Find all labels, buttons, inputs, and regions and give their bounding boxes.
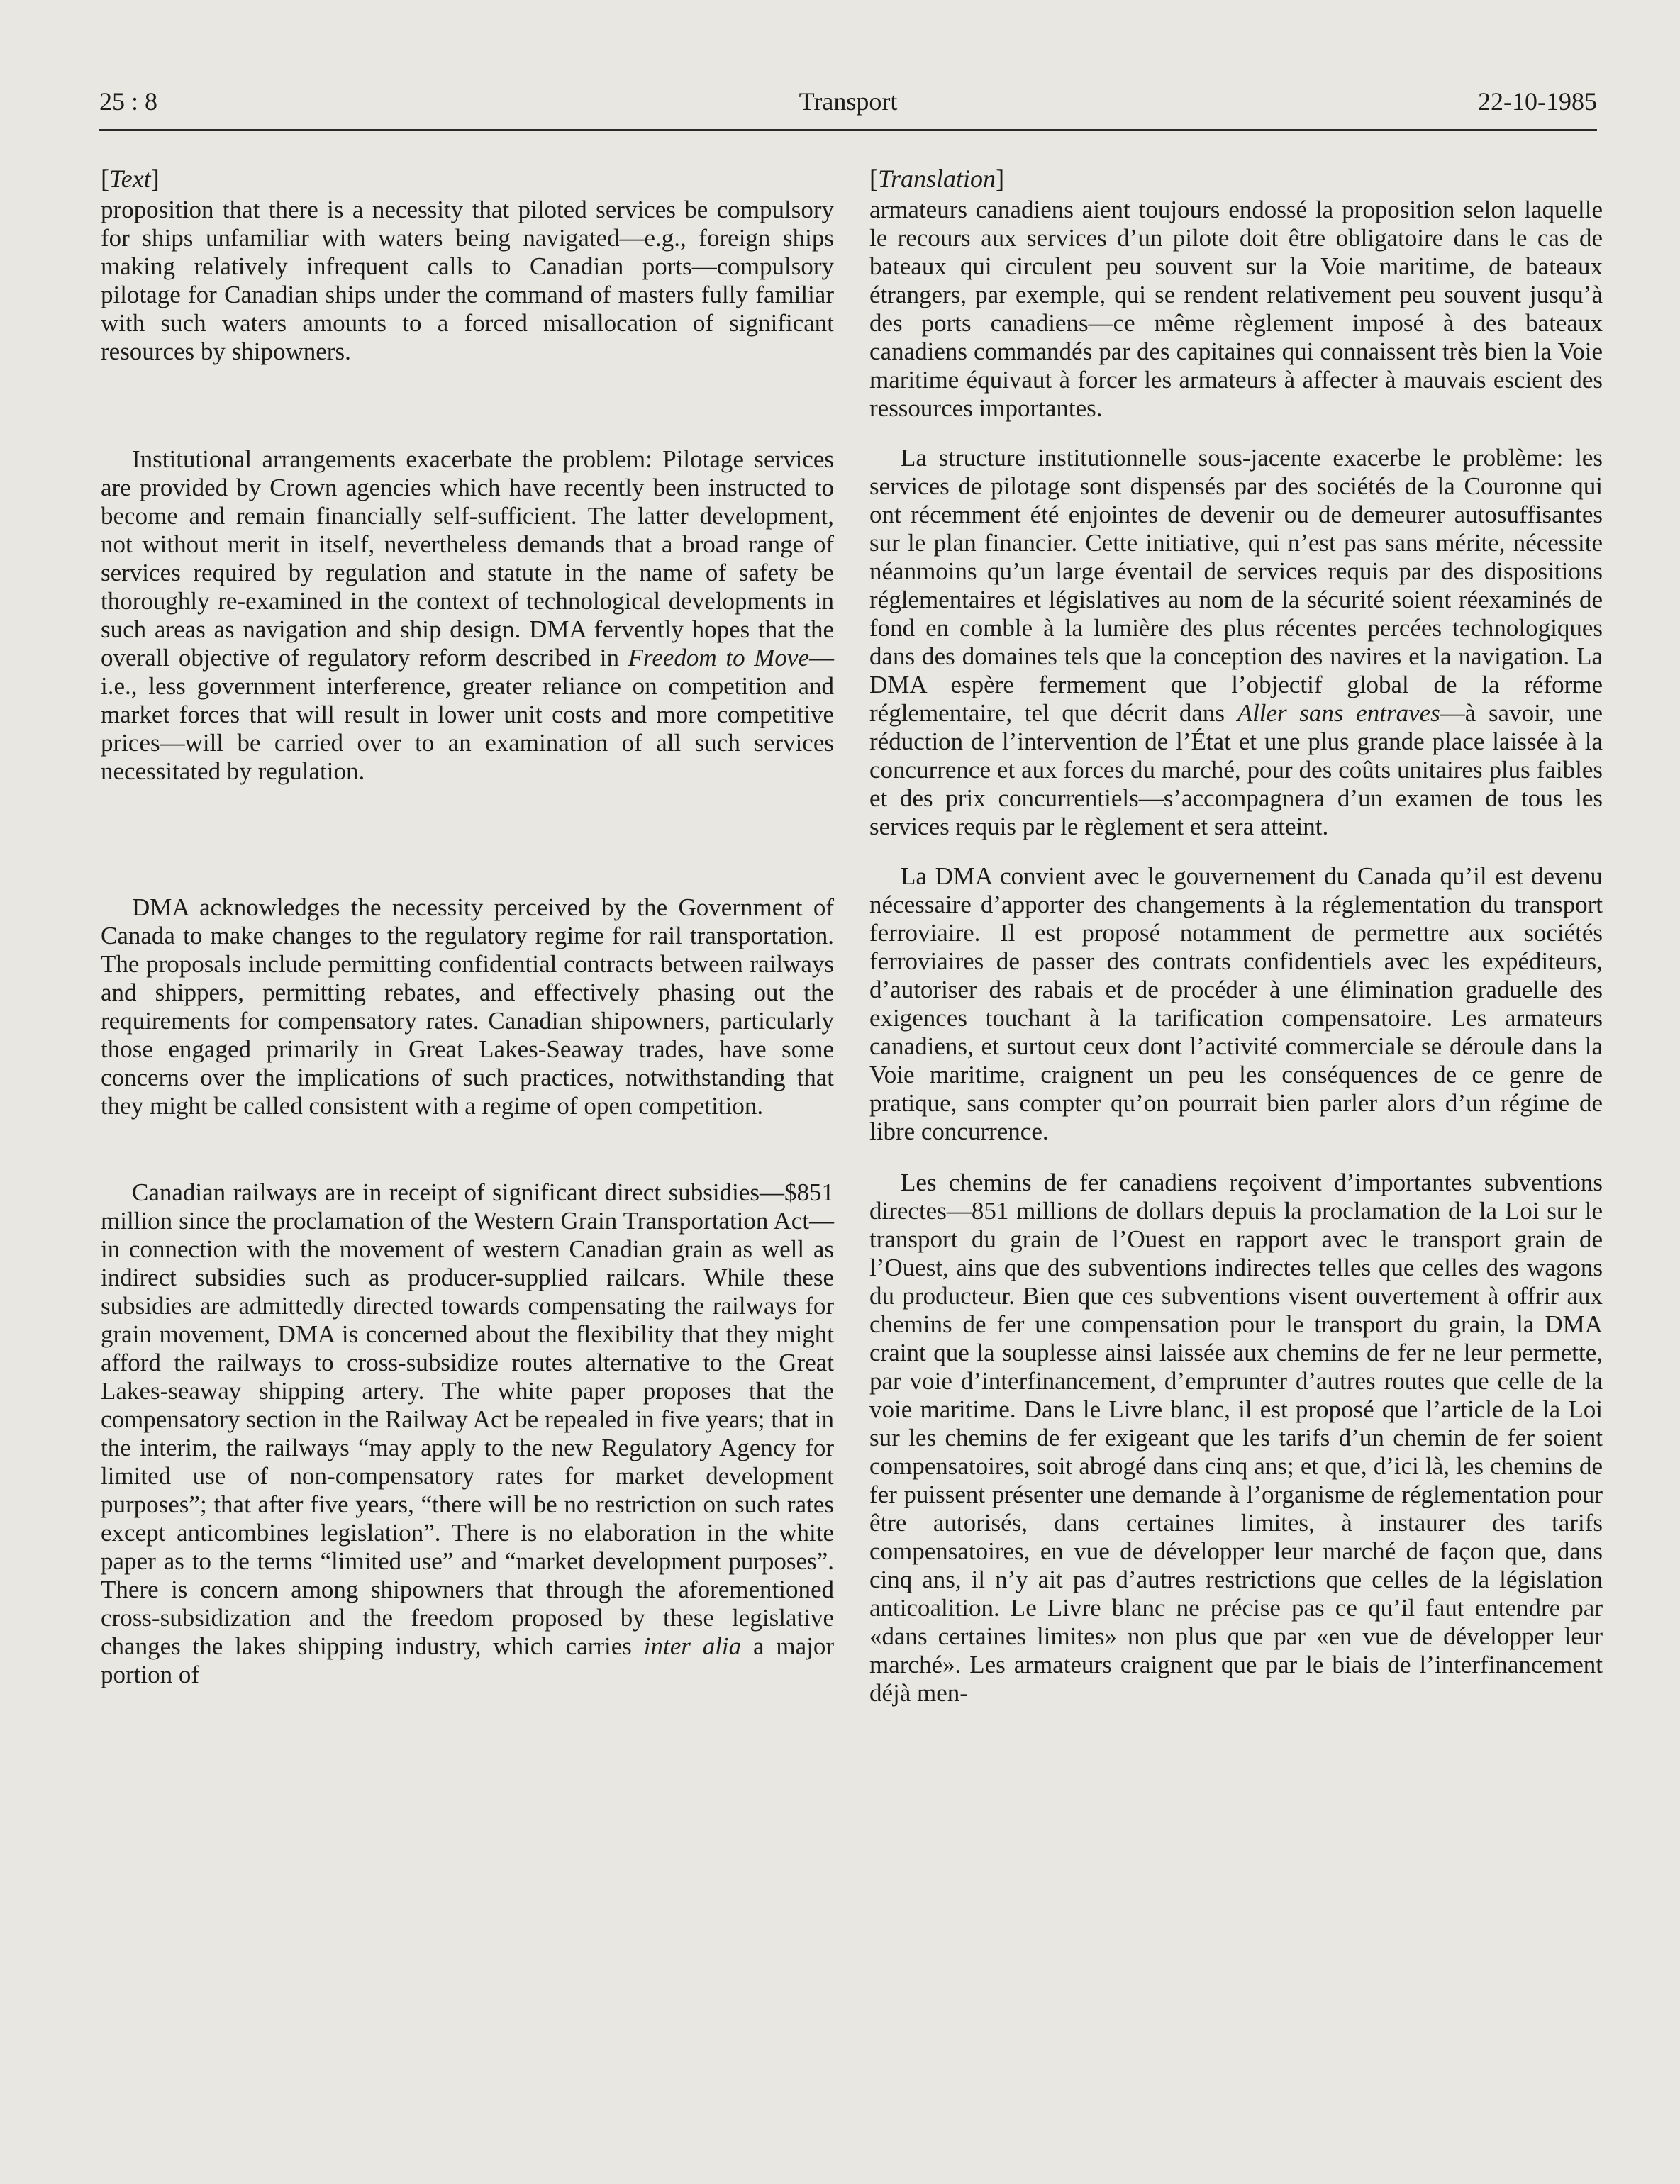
paragraph-rail-regime: DMA acknowledges the necessity perceived by the Government of Canada to make changes to the regulatory regime for rail transportation. The proposals include permitting confidential contracts between railways and shippers, permitting rebates, and effectively phasing out the requirements for compensatory rates. Canadian shipowners, particularly those engaged primarily in Great Lakes-Seaway trades, have some concerns over the implications of such practices, notwithstanding that they might be called consistent with a regime of open competition. — [101, 893, 834, 1120]
paragraph-institutional: Institutional arrangements exacerbate the problem: Pilotage services are provided by Crown agencies which have recently been instructed to become and remain financially self-sufficient. The latter development, not without merit in itself, nevertheless demands that a broad range of services required by regulation and statute in the name of safety be thoroughly re-examined in the context of technological developments in such areas as navigation and ship design. DMA fervently hopes that the overall objective of regulatory reform described in Freedom to Move—i.e., less government interference, greater reliance on competition and market forces that will result in lower unit costs and more competitive prices—will be carried over to an examination of all such services necessitated by regulation. — [101, 445, 834, 785]
paragraph-rail-subsidies: Canadian railways are in receipt of significant direct subsidies—$851 million since the proclamation of the Western Grain Transportation Act—in connection with the movement of western Canadian grain as well as indirect subsidies such as producer-supplied railcars. While these subsidies are admittedly directed towards compensating the railways for grain movement, DMA is concerned about the flexibility that they might afford the railways to cross-subsidize routes alternative to the Great Lakes-seaway shipping artery. The white paper proposes that the compensatory section in the Railway Act be repealed in five years; that in the interim, the railways “may apply to the new Regulatory Agency for limited use of non-compensatory rates for market development purposes”; that after five years, “there will be no restriction on such rates except anticombines legislation”. There is no elaboration in the white paper as to the terms “limited use” and “market development purposes”. There is concern among shipowners that through the aforementioned cross-subsidization and the freedom proposed by these legislative changes the lakes shipping industry, which carries inter alia a major portion of — [101, 1179, 834, 1688]
section-title: Transport — [799, 87, 898, 116]
page-date: 22-10-1985 — [1478, 87, 1597, 116]
english-column — [101, 165, 834, 1689]
french-column — [869, 165, 1603, 1707]
paragraph-pilotage-continued: proposition that there is a necessity that piloted services be compulsory for ships unfamiliar with waters being navigated—e.g., foreign ships making relatively infrequent calls to Canadian ports—compulsory pilotage for Canadian ships under the command of masters fully familiar with such waters amounts to a forced misallocation of significant resources by shipowners. — [101, 196, 834, 365]
paragraph-institutional-fr: La structure institutionnelle sous-jacente exacerbe le problème: les services de pilotage sont dispensés par des sociétés de la Couronne qui ont récemment été enjointes de devenir ou de demeurer autosuffisantes sur le plan financier. Cette initiative, qui n’est pas sans mérite, nécessite néanmoins qu’un large éventail de services requis par des dispositions réglementaires et législatives au nom de la sécurité soient réexaminés de fond en comble à la lumière des plus récentes percées technologiques dans des domaines tels que la conception des navires et la navigation. La DMA espère fermement que l’objectif global de la réforme réglementaire, tel que décrit dans Aller sans entraves—à savoir, une réduction de l’intervention de l’État et une plus grande place laissée à la concurrence et aux forces du marché, pour des coûts unitaires plus faibles et des prix concurrentiels—s’accompagnera d’un examen de tous les services requis par le règlement et sera atteint. — [869, 444, 1603, 840]
translation-label: [Translation] — [869, 165, 1005, 193]
paragraph-pilotage-continued-fr: armateurs canadiens aient toujours endossé la proposition selon laquelle le recours aux services d’un pilote doit être obligatoire dans le cas de bateaux qui circulent peu souvent sur la Voie maritime, de bateaux étrangers, par exemple, qui se rendent relativement peu souvent jusqu’à des ports canadiens—ce même règlement imposé à des bateaux canadiens commandés par des capitaines qui connaissent très bien la Voie maritime équivaut à forcer les armateurs à affecter à mauvais escient des ressources importantes. — [869, 196, 1603, 422]
paragraph-rail-subsidies-fr: Les chemins de fer canadiens reçoivent d’importantes subventions directes—851 millions de dollars depuis la proclamation de la Loi sur le transport du grain de l’Ouest en rapport avec le transport grain de l’Ouest, ains que des subventions indirectes telles que celles des wagons du producteur. Bien que ces subventions visent ouvertement à offrir aux chemins de fer une compensation pour le transport du grain, la DMA craint que la souplesse ainsi laissée aux chemins de fer ne leur permette, par voie d’interfinancement, d’emprunter d’autres routes que celle de la voie maritime. Dans le Livre blanc, il est proposé que l’article de la Loi sur les chemins de fer exigeant que les tarifs d’un chemin de fer soient compensatoires, soit abrogé dans cinq ans; et que, d’ici là, les chemins de fer puissent présenter une demande à l’organisme de réglementation pour être autorisés, dans certaines limites, à instaurer des tarifs compensatoires, en vue de développer leur marché de façon que, dans cinq ans, il n’y ait pas d’autres restrictions que celles de la législation anticoalition. Le Livre blanc ne précise pas ce qu’il faut entendre par «dans certaines limites» non plus que par «en vue de développer leur marché». Les armateurs craignent que par le biais de l’interfinancement déjà men- — [869, 1169, 1603, 1707]
page-number: 25 : 8 — [99, 87, 158, 116]
text-label: [Text] — [101, 165, 160, 193]
paragraph-rail-regime-fr: La DMA convient avec le gouvernement du Canada qu’il est devenu nécessaire d’apporter des changements à la réglementation du transport ferroviaire. Il est proposé notamment de permettre aux sociétés ferroviaires de passer des contrats confidentiels avec les expéditeurs, d’autoriser des rabais et de procéder à une élimination graduelle des exigences touchant à la tarification compensatoire. Les armateurs canadiens, et surtout ceux dont l’activité commerciale se déroule dans la Voie maritime, craignent un peu les conséquences de ce genre de pratique, sans compter qu’on pourrait bien parler alors d’un régime de libre concurrence. — [869, 862, 1603, 1145]
page-header — [99, 87, 1597, 131]
